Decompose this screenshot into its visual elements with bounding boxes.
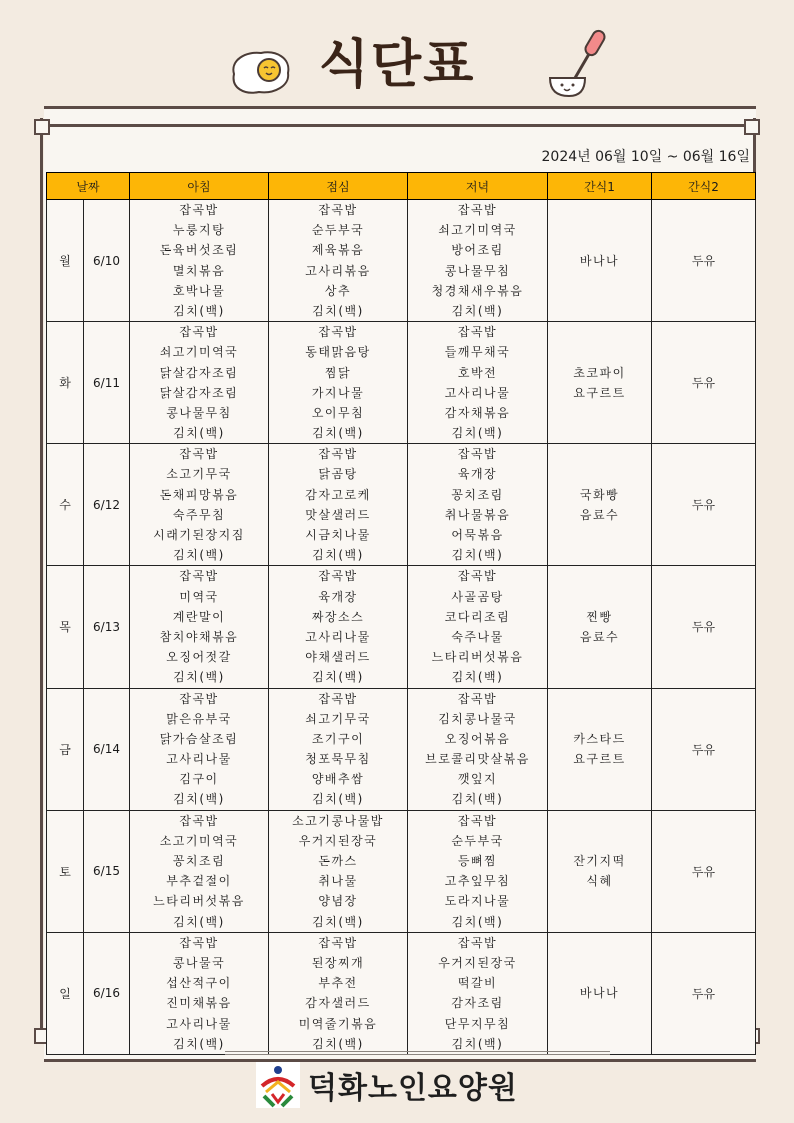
menu-item: 김치(백) (173, 426, 225, 441)
menu-item: 순두부국 (451, 833, 504, 848)
menu-item: 김치(백) (173, 914, 225, 929)
menu-item: 쇠고기미역국 (438, 223, 517, 238)
menu-item: 찜닭 (324, 365, 352, 380)
breakfast-cell (130, 810, 269, 932)
frame-line-top (34, 124, 760, 127)
table-row (47, 566, 756, 688)
menu-item: 잡곡밥 (179, 935, 219, 950)
lunch-cell (269, 200, 408, 322)
snack2-cell: 두유 (652, 322, 756, 444)
fried-egg-icon (228, 48, 294, 96)
menu-item: 미역줄기볶음 (298, 1016, 378, 1031)
menu-item: 오징어볶음 (444, 731, 511, 746)
menu-item: 김치(백) (451, 303, 504, 318)
date-cell: 6/13 (84, 566, 130, 688)
menu-item: 닭살감자조림 (159, 365, 239, 380)
menu-item: 사골곰탕 (451, 589, 504, 604)
menu-item: 맛살샐러드 (305, 507, 371, 522)
menu-item: 김치(백) (312, 914, 364, 929)
menu-item: 잡곡밥 (179, 447, 219, 462)
snack1-cell (548, 566, 652, 688)
menu-item: 소고기무국 (166, 467, 232, 482)
menu-item: 떡갈비 (457, 976, 498, 991)
menu-item: 소고기콩나물밥 (292, 813, 384, 828)
lunch-cell (269, 444, 408, 566)
date-cell: 6/10 (84, 200, 130, 322)
menu-item: 닭살감자조림 (159, 385, 239, 400)
ladle-icon (545, 28, 615, 100)
dinner-cell (408, 566, 548, 688)
menu-item: 깻잎지 (457, 772, 498, 787)
menu-item: 감자조림 (451, 996, 504, 1011)
snack-item: 바나나 (579, 253, 620, 268)
table-row (47, 200, 756, 322)
menu-item: 김치(백) (173, 670, 225, 685)
dinner-cell (408, 322, 548, 444)
menu-item: 김치(백) (173, 792, 225, 807)
snack2-cell: 두유 (652, 810, 756, 932)
dinner-cell (408, 688, 548, 810)
menu-item: 시래기된장지짐 (153, 528, 245, 542)
menu-item: 쇠고기미역국 (159, 345, 239, 360)
menu-item: 청경채새우볶음 (431, 283, 524, 298)
snack-item: 요구르트 (573, 385, 626, 400)
menu-item: 육개장 (318, 589, 358, 604)
snack-item: 음료수 (579, 507, 620, 522)
menu-item: 잡곡밥 (179, 813, 219, 828)
menu-item: 돈채피망볶음 (159, 487, 239, 502)
menu-item: 코다리조림 (444, 609, 511, 624)
menu-item: 잡곡밥 (457, 569, 498, 584)
breakfast-cell (130, 688, 269, 810)
menu-item: 부추전 (318, 976, 358, 991)
menu-item: 잡곡밥 (457, 325, 498, 340)
menu-item: 김치(백) (173, 1036, 225, 1051)
day-cell: 일 (47, 932, 84, 1054)
lunch-cell (269, 932, 408, 1054)
menu-item: 들깨무채국 (444, 345, 511, 360)
dinner-cell (408, 810, 548, 932)
header-date: 날짜 (47, 173, 130, 200)
menu-item: 양념장 (318, 894, 358, 909)
breakfast-cell (130, 444, 269, 566)
breakfast-cell (130, 200, 269, 322)
day-cell: 수 (47, 444, 84, 566)
snack-item: 요구르트 (573, 752, 626, 767)
breakfast-cell (130, 322, 269, 444)
date-cell: 6/14 (84, 688, 130, 810)
menu-item: 닭가슴살조림 (159, 731, 239, 746)
menu-item: 잡곡밥 (179, 691, 219, 706)
menu-item: 호박나물 (172, 283, 226, 298)
menu-item: 김치(백) (312, 303, 364, 318)
menu-item: 김치(백) (451, 426, 504, 441)
menu-item: 등뼈찜 (457, 854, 498, 868)
menu-item: 콩나물무침 (444, 263, 511, 278)
menu-item: 고사리나물 (166, 752, 232, 767)
dinner-cell (408, 444, 548, 566)
menu-item: 된장찌개 (311, 955, 365, 970)
table-header-row (47, 173, 756, 200)
lunch-cell (269, 810, 408, 932)
date-cell: 6/16 (84, 932, 130, 1054)
date-cell: 6/11 (84, 322, 130, 444)
snack-item: 식혜 (586, 874, 613, 889)
menu-item: 김치(백) (173, 303, 225, 318)
snack1-cell (548, 932, 652, 1054)
header-breakfast: 아침 (130, 173, 269, 200)
header-dinner: 저녁 (408, 173, 548, 200)
menu-item: 양배추쌈 (311, 772, 365, 787)
snack-item: 잔기지떡 (573, 854, 626, 869)
menu-item: 닭곰탕 (318, 467, 358, 482)
menu-item: 감자고로케 (305, 487, 371, 502)
menu-item: 고사리나물 (166, 1016, 232, 1031)
dinner-cell (408, 200, 548, 322)
dinner-cell (408, 932, 548, 1054)
menu-item: 호박전 (457, 365, 498, 380)
menu-item: 감자샐러드 (305, 996, 371, 1011)
table-row (47, 932, 756, 1054)
snack-item: 찐빵 (586, 609, 613, 624)
page-title: 식단표 (318, 35, 476, 95)
frame-line-left (40, 118, 43, 1040)
snack-item: 바나나 (579, 986, 620, 1001)
menu-item: 부추겉절이 (166, 874, 232, 889)
header-snack1: 간식1 (548, 173, 652, 200)
menu-item: 느타리버섯볶음 (153, 894, 245, 909)
menu-item: 고사리나물 (444, 385, 511, 400)
menu-item: 취나물 (318, 874, 358, 889)
menu-item: 김치(백) (173, 548, 225, 563)
menu-item: 김구이 (179, 772, 219, 787)
breakfast-cell (130, 566, 269, 688)
snack-item: 초코파이 (573, 365, 626, 380)
snack2-cell: 두유 (652, 444, 756, 566)
menu-item: 김치(백) (451, 792, 504, 807)
menu-item: 고사리볶음 (305, 263, 371, 278)
menu-item: 조기구이 (311, 731, 365, 746)
menu-table (46, 172, 756, 1055)
menu-item: 잡곡밥 (318, 447, 358, 462)
menu-item: 김치(백) (312, 1036, 364, 1051)
menu-item: 김치(백) (451, 1036, 504, 1051)
menu-item: 취나물볶음 (444, 507, 511, 522)
snack1-cell (548, 200, 652, 322)
table-row (47, 688, 756, 810)
snack2-cell: 두유 (652, 566, 756, 688)
menu-item: 김치(백) (451, 548, 504, 563)
menu-item: 짜장소스 (311, 609, 365, 624)
menu-item: 잡곡밥 (318, 569, 358, 584)
date-cell: 6/12 (84, 444, 130, 566)
menu-item: 꽁치조림 (172, 854, 226, 868)
menu-item: 소고기미역국 (159, 833, 239, 848)
menu-item: 가지나물 (311, 385, 365, 400)
header-snack2: 간식2 (652, 173, 756, 200)
menu-item: 청포묵무침 (305, 752, 371, 767)
menu-item: 잡곡밥 (318, 935, 358, 950)
menu-item: 잡곡밥 (457, 813, 498, 828)
lunch-cell (269, 688, 408, 810)
menu-item: 김치(백) (312, 792, 364, 807)
menu-item: 감자채볶음 (444, 405, 511, 420)
menu-item: 느타리버섯볶음 (431, 650, 524, 665)
day-cell: 목 (47, 566, 84, 688)
day-cell: 금 (47, 688, 84, 810)
snack-item: 국화빵 (579, 487, 620, 502)
menu-item: 우거지된장국 (438, 955, 517, 970)
menu-item: 숙주무침 (172, 507, 226, 522)
menu-item: 콩나물국 (172, 955, 226, 970)
menu-item: 김치콩나물국 (438, 711, 517, 726)
menu-item: 돈육버섯조림 (159, 243, 239, 258)
table-row (47, 322, 756, 444)
menu-item: 섭산적구이 (166, 976, 232, 991)
menu-item: 잡곡밥 (318, 203, 358, 217)
menu-item: 오이무침 (311, 405, 365, 420)
menu-item: 고추잎무침 (444, 874, 511, 889)
snack1-cell (548, 444, 652, 566)
menu-item: 잡곡밥 (179, 325, 219, 340)
menu-item: 잡곡밥 (318, 691, 358, 706)
menu-item: 어묵볶음 (451, 528, 504, 542)
menu-item: 잡곡밥 (318, 325, 358, 340)
menu-item: 누룽지탕 (172, 223, 226, 238)
menu-item: 상추 (324, 283, 352, 298)
date-cell: 6/15 (84, 810, 130, 932)
table-row (47, 444, 756, 566)
date-range: 2024년 06월 10일 ~ 06월 16일 (541, 149, 750, 165)
menu-item: 단무지무침 (444, 1016, 511, 1031)
menu-item: 맑은유부국 (166, 711, 232, 726)
menu-item: 계란말이 (172, 609, 226, 624)
menu-item: 김치(백) (451, 670, 504, 685)
menu-item: 야채샐러드 (305, 650, 371, 665)
menu-item: 육개장 (457, 467, 498, 482)
menu-item: 김치(백) (451, 914, 504, 929)
day-cell: 토 (47, 810, 84, 932)
snack1-cell (548, 322, 652, 444)
menu-item: 고사리나물 (305, 629, 371, 644)
menu-item: 콩나물무침 (166, 405, 232, 420)
menu-item: 동태맑음탕 (305, 345, 371, 360)
snack1-cell (548, 688, 652, 810)
snack2-cell: 두유 (652, 932, 756, 1054)
snack-item: 카스타드 (573, 732, 626, 747)
menu-item: 잡곡밥 (457, 691, 498, 706)
menu-item: 멸치볶음 (172, 263, 226, 278)
frame-corner-top-right (744, 119, 760, 135)
menu-item: 진미채볶음 (166, 996, 232, 1011)
day-cell: 화 (47, 322, 84, 444)
snack2-cell: 두유 (652, 688, 756, 810)
menu-item: 잡곡밥 (179, 203, 219, 217)
menu-item: 시금치나물 (305, 528, 371, 542)
menu-item: 숙주나물 (451, 629, 504, 644)
breakfast-cell (130, 932, 269, 1054)
footer-divider (225, 1051, 610, 1055)
menu-item: 제육볶음 (311, 243, 365, 258)
menu-item: 잡곡밥 (179, 569, 219, 584)
lunch-cell (269, 322, 408, 444)
frame-corner-top-left (34, 119, 50, 135)
menu-item: 김치(백) (312, 548, 364, 563)
snack1-cell (548, 810, 652, 932)
lunch-cell (269, 566, 408, 688)
menu-item: 잡곡밥 (457, 935, 498, 950)
menu-item: 순두부국 (311, 223, 365, 238)
menu-item: 돈까스 (318, 854, 358, 868)
menu-item: 미역국 (179, 589, 219, 604)
day-cell: 월 (47, 200, 84, 322)
nursing-home-logo-icon (256, 1062, 300, 1108)
menu-item: 김치(백) (312, 426, 364, 441)
menu-item: 쇠고기무국 (305, 711, 371, 726)
header-lunch: 점심 (269, 173, 408, 200)
menu-item: 참치야채볶음 (159, 629, 239, 644)
menu-item: 김치(백) (312, 670, 364, 685)
menu-item: 꽁치조림 (451, 487, 504, 502)
menu-item: 브로콜리맛살볶음 (425, 752, 530, 767)
menu-item: 잡곡밥 (457, 203, 498, 217)
menu-item: 방어조림 (451, 243, 504, 258)
snack-item: 음료수 (579, 629, 620, 644)
table-row (47, 810, 756, 932)
nursing-home-name: 덕화노인요양원 (308, 1071, 518, 1106)
menu-item: 잡곡밥 (457, 447, 498, 462)
snack2-cell: 두유 (652, 200, 756, 322)
menu-item: 도라지나물 (444, 894, 511, 909)
menu-item: 오징어젓갈 (166, 650, 232, 665)
menu-item: 우거지된장국 (298, 833, 378, 848)
